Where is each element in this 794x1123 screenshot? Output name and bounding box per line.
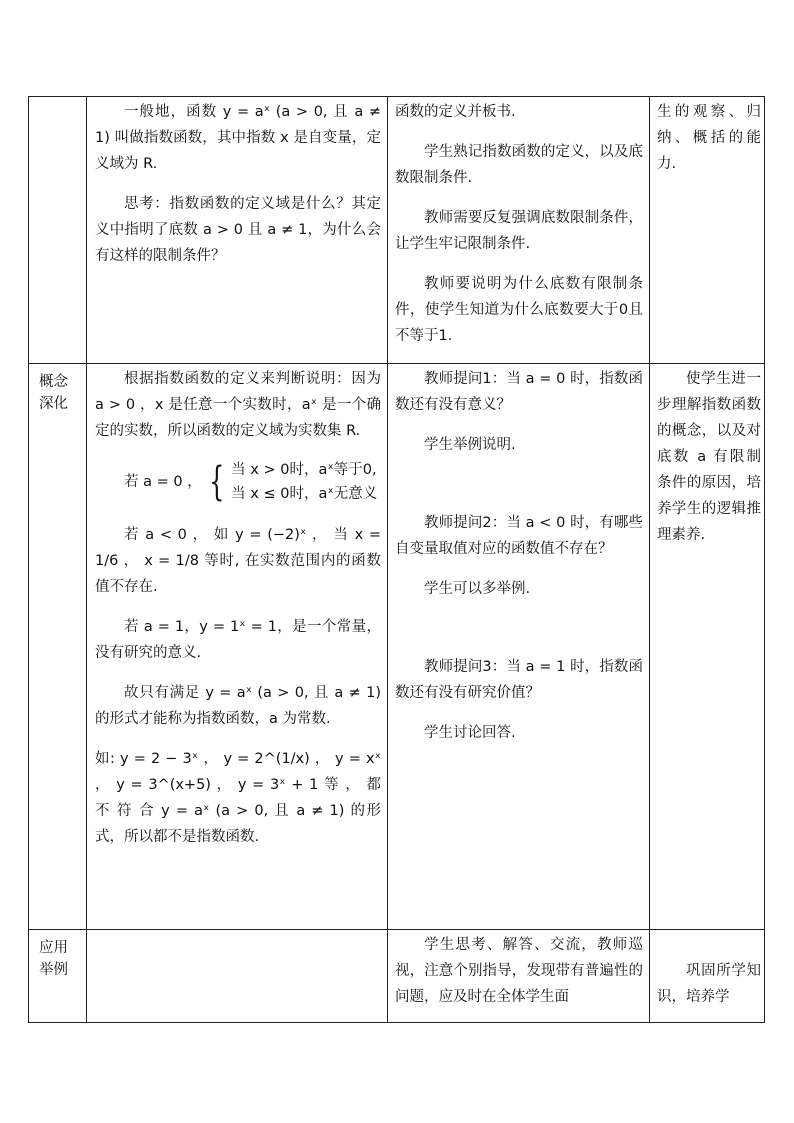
explanation-paragraph: 根据指数函数的定义来判断说明：因为 a > 0 ，x 是任意一个实数时，aˣ 是一个确定的实数，所以函数的定义域为实数集 R. <box>95 371 381 439</box>
row3-activities <box>395 932 643 1024</box>
examples-paragraph: 如: y = 2 − 3ˣ ， y = 2^(1/x) ， y = xˣ ， y = 3^(x+5) ， y = 3ˣ + 1 等 ， 都 不 符 合 y = aˣ (a > 0, 且 a ≠ 1) 的形式，所以都不是指数函数. <box>95 751 381 845</box>
activity-text: 学生熟记指数函数的定义，以及底数限制条件. <box>395 144 643 186</box>
row2-intent <box>657 366 761 562</box>
thinking-question: 思考：指数函数的定义域是什么？其定义中指明了底数 a > 0 且 a ≠ 1，为什么会有这样的限制条件？ <box>95 196 381 264</box>
row2-content <box>95 366 381 864</box>
row1-content <box>95 99 381 283</box>
teacher-question: 教师提问3：当 a = 1 时，指数函数还有没有研究价值？ <box>395 659 643 701</box>
row1-activities <box>395 99 643 363</box>
case-lead: 若 a = 0 ， <box>124 474 202 490</box>
case-lines <box>231 458 377 506</box>
teacher-question: 教师提问2：当 a < 0 时，有哪些自变量取值对应的函数值不存在？ <box>395 515 643 557</box>
row1-label <box>29 97 86 363</box>
column-divider <box>649 97 650 1022</box>
piecewise-case <box>95 458 381 506</box>
row1-intent <box>657 99 761 191</box>
column-divider <box>387 97 388 1022</box>
student-activity: 学生讨论回答. <box>424 725 516 741</box>
lesson-plan-table <box>28 96 765 1023</box>
row2-label-text: 概念深化 <box>39 374 68 412</box>
intent-text: 使学生进一步理解指数函数的概念，以及对底数 a 有限制条件的原因，培养学生的逻辑推理素养. <box>657 371 761 543</box>
row2-activities <box>395 366 643 760</box>
student-activity: 学生举例说明. <box>424 437 516 453</box>
row3-label <box>29 929 86 1024</box>
teacher-question: 教师提问1：当 a = 0 时，指数函数还有没有意义？ <box>395 371 643 413</box>
negative-base-paragraph: 若 a < 0 ， 如 y = (−2)ˣ ， 当 x = 1/6 ， x = 1/8 等时, 在实数范围内的函数值不存在. <box>95 527 381 595</box>
case-line: 当 x ≤ 0时，aˣ无意义 <box>231 486 378 502</box>
row3-intent <box>657 958 761 1024</box>
activity-text: 教师需要反复强调底数限制条件，让学生牢记限制条件. <box>395 210 643 252</box>
conclusion-paragraph: 故只有满足 y = aˣ (a > 0, 且 a ≠ 1) 的形式才能称为指数函数，a 为常数. <box>95 685 381 727</box>
row-divider <box>29 929 764 930</box>
intent-text: 巩固所学知识，培养学 <box>657 963 761 1005</box>
row3-label-text: 应用举例 <box>39 940 68 978</box>
row2-label <box>29 363 86 929</box>
case-line: 当 x > 0时，aˣ等于0, <box>231 462 377 478</box>
left-brace-icon: { <box>208 459 225 505</box>
row3-content <box>95 932 381 946</box>
student-activity: 学生可以多举例. <box>424 581 531 597</box>
base-one-paragraph: 若 a = 1，y = 1ˣ = 1，是一个常量，没有研究的意义. <box>95 619 381 661</box>
definition-paragraph: 一般地，函数 y = aˣ (a > 0, 且 a ≠ 1) 叫做指数函数，其中指数 x 是自变量，定义域为 R. <box>95 104 381 172</box>
intent-text: 生的观察、归纳、概括的能力. <box>657 104 761 172</box>
column-divider <box>86 97 87 1022</box>
row-divider <box>29 363 764 364</box>
activity-text: 教师要说明为什么底数有限制条件，使学生知道为什么底数要大于0且不等于1. <box>395 276 643 344</box>
activity-text: 函数的定义并板书. <box>395 104 516 120</box>
activity-text: 学生思考、解答、交流，教师巡视，注意个别指导，发现带有普遍性的问题，应及时在全体学生面 <box>395 937 643 1005</box>
